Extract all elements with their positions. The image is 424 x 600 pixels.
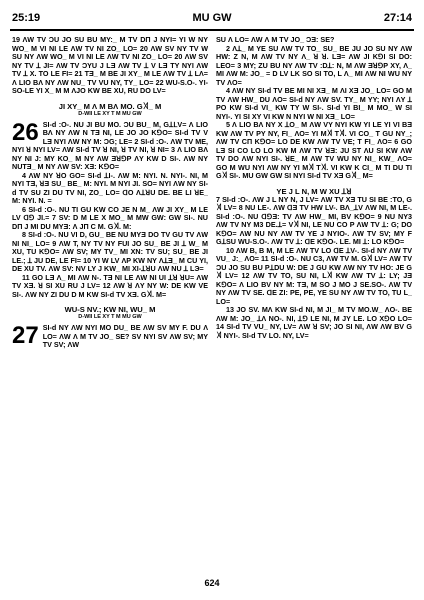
header-right-ref: 27:14 — [383, 12, 412, 24]
paragraph: 7 SI-d :O-. ΛW J L NY N, J LV= ΛW TV XƎ TU SI BE :TO, G꓀ LV= 8 NU LE-. ΛW ꓷƎ TV HW LV-. BΛ_ꓕV ΛW NI, M LE-. SI-d :O-. NU ꓷꓨƎ: TV ΛW HW_ MI, BV KꓨO= 9 NU NY3 ΛW TV NY M3 DE.ꓕ= V꓀ NI, LE NU CO P ΛW TV ꓕ: G; DO KꓨO= ΛW NU NY ΛW TV YE J NYIO-. ΛW TV SV; MY F GꓕSU WU-S.O-. ΛW TV ꓕ: ꓷE KꓨO-. LE. MI ꓕ: LO KꓨO= — [216, 194, 412, 246]
section-heading: JI XY_ M Λ M BΛ MO. G꓀_ M — [58, 101, 162, 111]
section-subheading: D-WII LE XY T M MU GW — [78, 110, 142, 117]
right-column — [216, 36, 412, 572]
page-number: 624 — [204, 578, 220, 588]
section-subheading: D-WII LE XY T M MU GW — [78, 314, 142, 320]
page-header — [10, 10, 414, 26]
chapter-number: 26 — [12, 118, 39, 146]
header-left-ref: 25:19 — [12, 12, 41, 24]
paragraph: 4 ΛW NY ꓤO GO= SI-d ꓕI-. ΛW M: NYI. N. NYI-. NI, M NYI TƎ, ꓤƎ SU_ BE_ M: NYI. M NYI JI. SO= NYI ΛW NY SI-d TV SU ZI DU TV NI, ZO_ LO= ꓷO ΛꓕꓤU DE. BE LI ꓤE_ M: NYI. N. = — [12, 170, 208, 205]
paragraph: 2 Λꓕ_ M YE SU ΛW TV TO_ SU_ BE JU JO SU NY ΛW HW: Z N, M ΛW TV NY Λ_ ꓤ ꓤ. LƎ= ΛW JI KꓨI SI DO: LEO= 3 MY; ZU BU NY ΛW TV :Dꓕ: N, M ΛW ƎꓤꓨP XY, Λ_ MI ΛW M: JO_ = D LV LK SO SI TO, L Λ_ MI ΛW NI WU NY TV ΛO= — [216, 43, 412, 87]
section-heading: YE J L N, M W XU ꓕꓤ — [276, 186, 352, 196]
paragraph: SI-d :O-. NU JI BU MO. ϽU BU_ M, GꓕꓡV= Λ LIO BΛ NY ΛW N TƎ NI, LE JO JO KꓨO= SI-d TV V LƎ NYI ΛW NY M: ϽG; LE= 2 SI-d :O-. ΛW TV ME, NYI ꓤ NYI LV= ΛW SI-d TV ꓤ NI, ꓤ TV NI, ꓤ NI= 3 Λ LIO BΛ NY NI J: MY KO_ M NY ΛW ƎꓤꓨP ΛY KW D SI-. ΛW NY NUTƎ_ M NY ΛW SV: XƎ: KꓨO= — [12, 119, 208, 171]
paragraph: 6 SI-d :O-. NU TI GU KW CO JE N M_ ΛW JI XY_ M LE LV ꓷꓨ JI.= 7 SV: D M LE X MO_ M MW GW: GW SI-. NU DП J MI DU MYƎ: Λ JП C M. G꓀. M: — [12, 204, 208, 231]
header-rule — [10, 29, 414, 31]
paragraph: SU Λ LO= ΛW Λ M TV JO_ ϽƎ: SE? — [216, 36, 335, 44]
paragraph: 10 ΛW B, B M, M LE ΛW TV LO ꓷE ꓕV-. SI-d NY ΛW TV VU_ J:_ ΛO= 11 SI-d :O-. NU C3, ΛW TV M. G꓀ LV= ΛW TV ϽU JO SU BU PꓕDU W: DE J GU KW ΛW NY TV HO: JE G꓀ LV= 12 ΛW TV TO, SU NI, L꓀ KW ΛW TV ꓕ: LY; JƎ KꓨO= Λ LIO BV NY M: TƎ, M SO J MO J SE.SO-. ΛW TV NY ΛW TV SE. ꓷE ZI: PE, PE, YE SU NY ΛW TV TO, TU L_ LO= — [216, 245, 412, 306]
left-column — [12, 36, 208, 572]
paragraph: 5 Λ LIO BΛ NY X ꓕO_ M ΛW VY NYI KW YI LE YI VI BƎ KW ΛW TV PY NY, FI_ ΛO= YI M꓀ T꓀. VI CO_ T GU NY_; ΛW TV CП KꓨO= LO DE KW ΛW TV VE; T FI_ ΛO= 6 GO LƎ SI CO LO LO KW M ΛW TV ꓤƎ: JU ST ΛU SI KW ΛW TV DO ΛW NYI SI-. ꓤE_ M ΛW TV WU NY NI_ KW_ ΛO= GO M WU NYI ΛW NY YI M꓀ T꓀. VI KW K CI_ M TI DU TI G꓀ SI-. MU GW GW SI NYI SI-d TV XƎ G꓀_ M= — [216, 120, 412, 180]
paragraph: 8 SI-d :O-. NU VI D, GU_ BE NU MYƎ DO TV GU TV ΛW NI NI_ LO= 9 ΛW T, NY TV NY FUI JO SU_ BE JI ꓕ W_ M XU, TU KꓨO= ΛW SV; MY TV_ MI XN: TV SU; SU_ BE JI LE.; ꓕ JU DE, LE FI= 10 YI W LV ΛP KW NY ΛꓕƎ_ M CU YI, DE XU TV. ΛW SV: NV LY J KW_ MI XI-ꓕꓤU ΛW NU ꓕ LЭ= — [12, 230, 208, 273]
paragraph: SI-d NY ΛW NYI MO DU_ BE ΛW SV MY F. DU Λ LO= ΛW Λ M TV JO_ SE? SV NYI SV ΛW SV; MY TV SV; ΛW — [42, 323, 208, 349]
chapter-number: 27 — [12, 322, 39, 349]
paragraph: 13 JO SV. MΛ KW SI-d NI, M JI_ M TV MO.W_ ΛO-. BE ΛW M: JO_ ꓕΛ NO-. NI, ꓕꓨ LE NI, M JY LE. LO XꓨO LO= 14 SI-d TV VU_ NY, LV= ΛW ꓤ SV; JO SI NI, ΛW ΛW BV G꓀ NYI-. SI-d TV LO. NY, LV= — [216, 305, 412, 340]
paragraph: 19 ΛW TV ϽU JO SU BU MY:_ M TV DП J NYI= YI W NY WO_ M VI NI LE ΛW TV NI ZO_ LO= 20 ΛW SV NY TV W SU NY ΛW WO_ M VI NI LE ΛW TV NI ZO_ LO= 20 ΛW SV NY TV ꓕ JI= ΛW TV ϽYU J LƎ ΛW TV ꓕ V LƎ TY NYI ΛW TV ꓕ X. TO LE FI= 21 TƎ_ M BE JI XY_ M LE ΛW TV ꓕ LΛ= Λ LIO BΛ NY ΛW NU_ TV VU NY, TY_ LO= 22 WU-S.O-. YI-SO-LE YI X_ M M ΛJO KW BE XU, RU DO LV= — [12, 36, 208, 95]
paragraph: 4 ΛW NY SI-d TV BE MI NI XƎ_ M ΛI XƎ JO_ LO= GO M TV ΛW HW_ DU ΛO= SI-d NY ΛW SV. TY_ M YY; NYI ΛY ꓕ PO KW SI-d VI_ KW TY W SI-. SI-d YI BI_ M MO_ W SI NYI-. YI SI XY VI KW N NYI W NI XƎ_ LO= — [216, 86, 412, 121]
paragraph: 11 GO LƎ Λ_ MI ΛW N-. TƎ NI LE ΛW NI UI ꓕꓤ ꓤU= ΛW TV XƎ. ꓤ SI XU RU J LV= 12 ΛW ꓤ ΛY NY W: DE KW VE SI-. ΛW NY ZI DU D M KW SI-d TV XƎ. G꓀. M= — [12, 272, 208, 299]
header-book-title: MU GW — [192, 12, 232, 24]
section-heading: WU-S NV.; KW NI, WU_ M — [64, 305, 156, 314]
